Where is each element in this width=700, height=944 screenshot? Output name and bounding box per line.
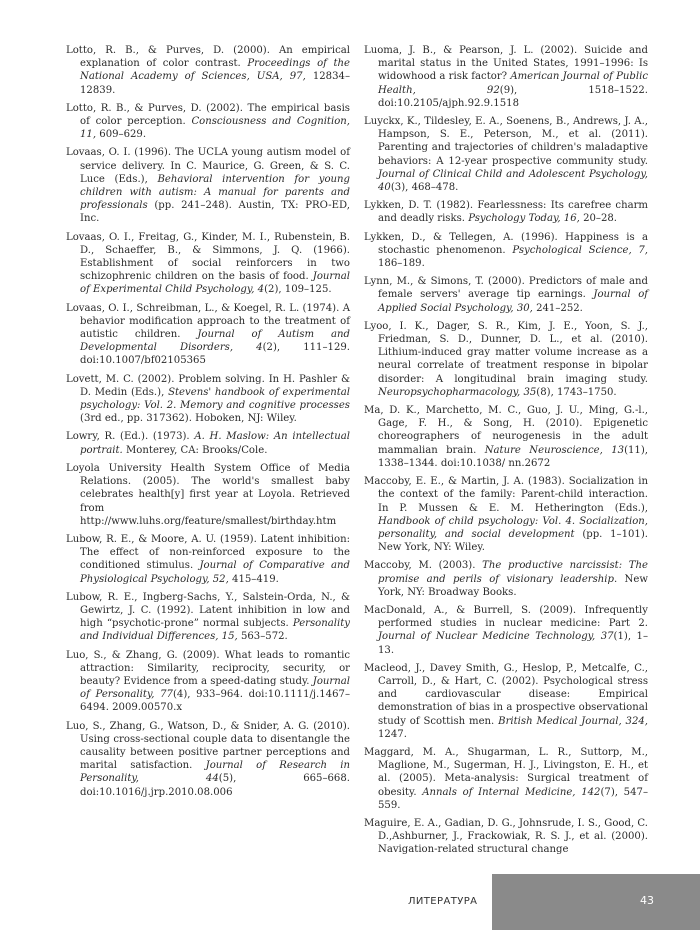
- ref-tail: (7), 547–559.: [378, 786, 648, 811]
- ref-tail: (pp. 1–101). New York, NY: Wiley.: [378, 528, 648, 554]
- ref-italic: Journal of Applied Social Psychology, 30,: [378, 289, 649, 314]
- reference-entry: [66, 462, 350, 528]
- ref-text: Lynn, M., & Simons, T. (2000). Predictors of male and female servers' average tip earnings.: [364, 276, 648, 301]
- ref-italic: Journal of Research in Personality, 44: [80, 760, 350, 785]
- ref-tail: (8), 1743–1750.: [536, 386, 617, 398]
- ref-italic: Psychological Science, 7,: [512, 244, 648, 256]
- reference-entry: [364, 404, 648, 470]
- reference-entry: [364, 475, 648, 554]
- ref-italic: Journal of Personality, 77: [80, 675, 350, 701]
- ref-italic: Personality and Individual Differences, 15,: [80, 618, 350, 643]
- reference-entry: [66, 102, 350, 142]
- ref-italic: A. H. Maslow: An intellectual portrait.: [80, 431, 350, 456]
- ref-tail: (5), 665–668. doi:10.1016/j.jrp.2010.08.006: [80, 773, 350, 798]
- ref-text: Lovaas, O. I., Schreibman, L., & Koegel, R. L. (1974). A behavior modification approach to the treatment of autistic children.: [66, 302, 350, 341]
- reference-entry: [66, 373, 350, 426]
- ref-italic: Journal of Clinical Child and Adolescent Psychology, 40: [378, 168, 648, 194]
- ref-tail: (3rd ed., pp. 317362). Hoboken, NJ: Wiley.: [80, 413, 297, 425]
- ref-tail: (2), 109–125.: [264, 284, 332, 296]
- reference-entry: [364, 662, 648, 741]
- reference-entry: [364, 115, 648, 194]
- reference-entry: [364, 275, 648, 315]
- ref-text: Lubow, R. E., Ingberg-Sachs, Y., Salstein-Orda, N., & Gewirtz, J. C. (1992). Latent inhibition in low and high “psychotic-prone” normal subjects.: [66, 591, 350, 630]
- ref-tail: 20–28.: [579, 213, 618, 225]
- reference-entry: [66, 302, 350, 368]
- ref-text: MacDonald, A., & Burrell, S. (2009). Infrequently performed studies in nuclear medicine: Part 2.: [364, 604, 648, 630]
- section-label: ЛИТЕРАТУРА: [408, 896, 478, 907]
- ref-italic: Handbook of child psychology: Vol. 4. Socialization, personality, and social development: [378, 515, 648, 540]
- page-number: 43: [640, 894, 654, 907]
- ref-tail: 12834–12839.: [80, 71, 350, 96]
- reference-entry: [364, 44, 648, 110]
- ref-italic: Journal of Autism and Developmental Disorders, 4: [80, 329, 350, 354]
- ref-text: Macleod, J., Davey Smith, G., Heslop, P., Metcalfe, C., Carroll, D., & Hart, C. (2002). Psychological stress and cardiovascular disease: Empirical demonstration of bias in a prospective observational study of Scottish men.: [364, 662, 648, 727]
- ref-italic: Psychology Today, 16,: [468, 213, 580, 225]
- ref-text: Lovaas, O. I. (1996). The UCLA young autism model of service delivery. In C. Maurice, G. Green, & S. C. Luce (Eds.),: [66, 147, 350, 185]
- ref-text: Maguire, E. A., Gadian, D. G., Johnsrude, I. S., Good, C. D.,Ashburner, J., Frackowiak, R. S. J., et al. (2000). Navigation-related structural change: [364, 817, 648, 856]
- ref-text: Lowry, R. (Ed.). (1973).: [66, 431, 195, 443]
- reference-entry: [66, 649, 350, 715]
- ref-tail: Monterey, CA: Brooks/Cole.: [122, 444, 268, 456]
- ref-text: Loyola University Health System Office of Media Relations. (2005). The world's smallest baby celebrates health[y] first year at Loyola. Retrieved from http://www.luhs.org/feature/smallest/birthday.htm: [66, 462, 350, 527]
- reference-entry: [66, 430, 350, 456]
- ref-tail: (3), 468–478.: [390, 182, 459, 194]
- reference-entry: [66, 44, 350, 97]
- ref-text: Lubow, R. E., & Moore, A. U. (1959). Latent inhibition: The effect of non-reinforced exposure to the conditioned stimulus.: [66, 533, 350, 572]
- right-column: [364, 44, 648, 862]
- ref-text: Luo, S., & Zhang, G. (2009). What leads to romantic attraction: Similarity, reciprocity, security, or beauty? Evidence from a speed-dating study.: [66, 649, 350, 687]
- page-number-bar: [492, 874, 700, 930]
- ref-italic: British Medical Journal, 324,: [498, 715, 649, 727]
- ref-tail: 186–189.: [378, 258, 425, 270]
- reference-entry: [66, 146, 350, 225]
- ref-tail: 1247.: [378, 728, 407, 740]
- ref-text: Lotto, R. B., & Purves, D. (2000). An empirical explanation of color contrast.: [66, 45, 350, 70]
- ref-italic: Journal of Experimental Child Psychology, 4: [80, 271, 350, 296]
- ref-tail: 563–572.: [237, 631, 288, 643]
- ref-tail: (pp. 241–248). Austin, TX: PRO-ED, Inc.: [80, 200, 350, 225]
- ref-tail: (2), 111–129. doi:10.1007/bf02105365: [80, 342, 350, 367]
- ref-text: Luo, S., Zhang, G., Watson, D., & Snider, A. G. (2010). Using cross-sectional couple data to disentangle the causality between positive partner perceptions and marital satisfaction.: [66, 720, 350, 772]
- ref-text: Luoma, J. B., & Pearson, J. L. (2002). Suicide and marital status in the United States, 1991–1996: Is widowhood a risk factor?: [364, 45, 648, 83]
- ref-text: Lykken, D., & Tellegen, A. (1996). Happiness is a stochastic phenomenon.: [364, 231, 648, 256]
- ref-tail: (9), 1518–1522. doi:10.2105/ajph.92.9.1518: [378, 84, 648, 109]
- reference-entry: [66, 231, 350, 297]
- reference-entry: [66, 533, 350, 586]
- ref-italic: The productive narcissist: The promise and perils of visionary leadership.: [378, 560, 648, 585]
- ref-tail: (1), 1–13.: [378, 631, 648, 656]
- reference-entry: [364, 604, 648, 657]
- ref-tail: 609–629.: [96, 129, 147, 141]
- reference-entry: [364, 320, 648, 399]
- ref-text: Lykken, D. T. (1982). Fearlessness: Its carefree charm and deadly risks.: [364, 200, 648, 225]
- ref-text: Luyckx, K., Tildesley, E. A., Soenens, B., Andrews, J. A., Hampson, S. E., Peterson, M., et al. (2011). Parenting and trajectories of children's maladaptive behaviors: A 12-year prospective community study.: [364, 116, 648, 167]
- page-footer: [0, 874, 700, 930]
- reference-entry: [364, 817, 648, 857]
- ref-italic: Journal of Comparative and Physiological Psychology, 52,: [80, 560, 350, 585]
- ref-text: Maccoby, M. (2003).: [364, 560, 483, 572]
- left-column: [66, 44, 350, 804]
- ref-italic: Stevens' handbook of experimental psychology: Vol. 2. Memory and cognitive processes: [80, 386, 351, 412]
- reference-entry: [364, 231, 648, 271]
- ref-italic: American Journal of Public Health, 92: [378, 71, 648, 96]
- ref-tail: (4), 933–964. doi:10.1111/j.1467–6494. 2009.00570.x: [80, 689, 350, 714]
- ref-text: Lovaas, O. I., Freitag, G., Kinder, M. I., Rubenstein, B. D., Schaeffer, B., & Simmons, J. Q. (1966). Establishment of social reinforcers in two schizophrenic children on the basis of food.: [66, 231, 350, 283]
- ref-italic: Proceedings of the National Academy of Sciences, USA, 97,: [80, 58, 351, 83]
- ref-italic: Consciousness and Cognition, 11,: [80, 116, 350, 141]
- ref-tail: 241–252.: [532, 302, 583, 314]
- ref-tail: 415–419.: [228, 573, 279, 585]
- ref-italic: Journal of Nuclear Medicine Technology, 37: [378, 631, 614, 643]
- ref-tail: (11), 1338–1344. doi:10.1038/ nn.2672: [378, 444, 648, 469]
- ref-tail: New York, NY: Broadway Books.: [378, 573, 649, 598]
- ref-text: Lovett, M. C. (2002). Problem solving. In H. Pashler & D. Medin (Eds.),: [66, 373, 350, 398]
- ref-text: Maggard, M. A., Shugarman, L. R., Suttorp, M., Maglione, M., Sugerman, H. J., Livingston, E. H., et al. (2005). Meta-analysis: Surgical treatment of obesity.: [364, 746, 648, 798]
- reference-entry: [364, 559, 648, 599]
- ref-text: Lotto, R. B., & Purves, D. (2002). The empirical basis of color perception.: [66, 102, 350, 128]
- ref-text: Lyoo, I. K., Dager, S. R., Kim, J. E., Yoon, S. J., Friedman, S. D., Dunner, D. L., et al. (2010). Lithium-induced gray matter volume increase as a neural correlate of treatment response in bipolar disorder: A longitudinal brain imaging study.: [364, 320, 648, 385]
- reference-entry: [364, 199, 648, 225]
- reference-entry: [66, 591, 350, 644]
- reference-entry: [66, 720, 350, 799]
- ref-italic: Annals of Internal Medicine, 142: [422, 786, 601, 798]
- ref-italic: Nature Neuroscience, 13: [484, 444, 625, 456]
- ref-text: Maccoby, E. E., & Martin, J. A. (1983). Socialization in the context of the family: Parent-child interaction. In P. Mussen & E. M. Hetherington (Eds.),: [364, 476, 648, 514]
- ref-italic: Neuropsychopharmacology, 35: [378, 386, 537, 398]
- ref-italic: Behavioral intervention for young children with autism: A manual for parents and professionals: [80, 173, 350, 212]
- reference-entry: [364, 746, 648, 812]
- ref-text: Ma, D. K., Marchetto, M. C., Guo, J. U., Ming, G.-l., Gage, F. H., & Song, H. (2010). Epigenetic choreographers of neurogenesis in the adult mammalian brain.: [364, 405, 648, 456]
